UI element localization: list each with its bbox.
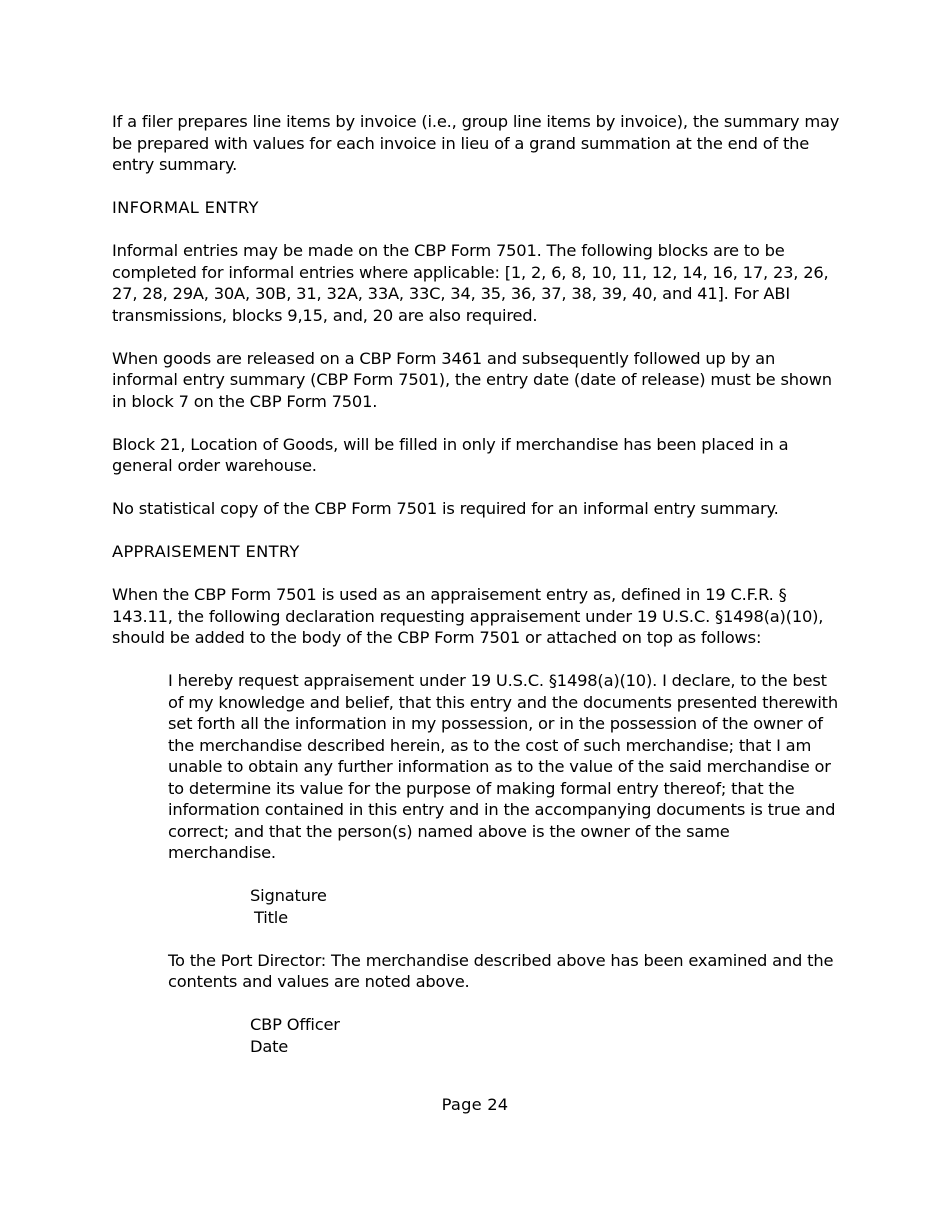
port-director-text: To the Port Director: The merchandise described above has been examined and the contents and values are noted above. xyxy=(168,950,834,991)
appraisement-paragraph: When the CBP Form 7501 is used as an appraisement entry as, defined in 19 C.F.R. § 143.11, the following declaration requesting appraisement under 19 U.S.C. §1498(a)(10), should be added to the body of the CBP Form 7501 or attached on top as follows: xyxy=(112,585,824,647)
cbp-officer-label: CBP Officer xyxy=(250,1015,340,1034)
date-label: Date xyxy=(250,1036,289,1056)
statistical-copy-paragraph: No statistical copy of the CBP Form 7501 is required for an informal entry summary. xyxy=(112,499,779,518)
informal-entry-heading: INFORMAL ENTRY xyxy=(112,198,259,217)
signature-label: Signature xyxy=(250,886,327,905)
declaration-text: I hereby request appraisement under 19 U.S.C. §1498(a)(10). I declare, to the best of my knowledge and belief, that this entry and the documents presented therewith set forth all the information in my possession, or in the possession of the owner of the merchandise described herein, as to the cost of such merchandise; that I am unable to obtain any further information as to the value of the said merchandise or to determine its value for the purpose of making formal entry thereof; that the information contained in this entry and in the accompanying documents is true and correct; and that the person(s) named above is the owner of the same merchandise. xyxy=(168,671,838,862)
document-page xyxy=(112,111,842,1057)
officer-block xyxy=(250,1014,840,1057)
informal-blocks-paragraph: Informal entries may be made on the CBP Form 7501. The following blocks are to be completed for informal entries where applicable: [1, 2, 6, 8, 10, 11, 12, 14, 16, 17, 23, 26, 27, 28, 29A, 30A, 30B, 31, 32A, 33A, 33C, 34, 35, 36, 37, 38, 39, 40, and 41]. For ABI transmissions, blocks 9,15, and, 20 are also required. xyxy=(112,241,829,325)
location-of-goods-paragraph: Block 21, Location of Goods, will be filled in only if merchandise has been placed in a general order warehouse. xyxy=(112,434,789,475)
informal-release-paragraph: When goods are released on a CBP Form 3461 and subsequently followed up by an informal entry summary (CBP Form 7501), the entry date (date of release) must be shown in block 7 on the CBP Form 7501. xyxy=(112,348,832,411)
signature-block xyxy=(250,885,840,928)
declaration-block xyxy=(168,670,840,1057)
title-label: Title xyxy=(254,907,288,927)
page-number: Page 24 xyxy=(441,1095,509,1114)
intro-paragraph: If a filer prepares line items by invoice (i.e., group line items by invoice), the summary may be prepared with values for each invoice in lieu of a grand summation at the end of the entry summary. xyxy=(112,112,840,174)
appraisement-entry-heading: APPRAISEMENT ENTRY xyxy=(112,542,300,561)
